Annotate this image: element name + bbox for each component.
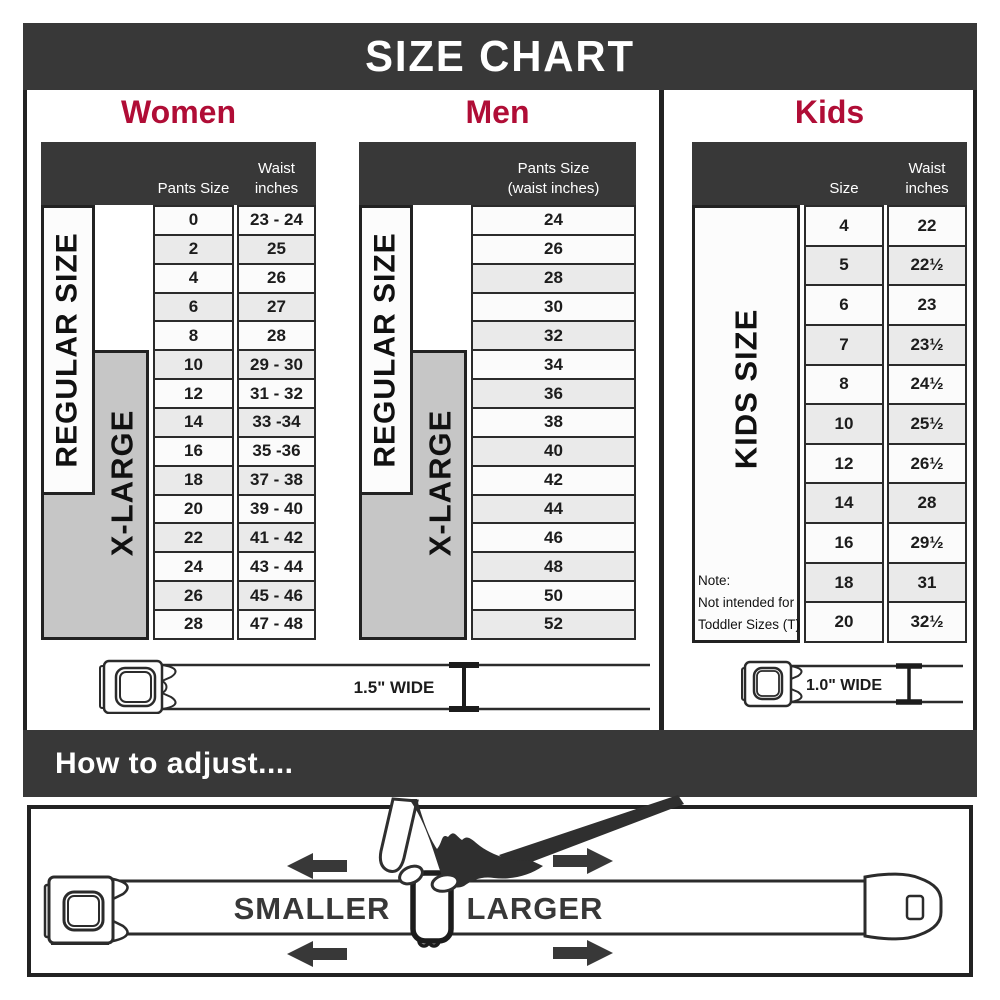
women-pants-size-header: Pants Size: [157, 179, 230, 197]
women-regular-size-band: REGULAR SIZE: [41, 205, 95, 495]
pants-size-cell: 52: [473, 611, 634, 638]
men-size-table: [359, 142, 636, 640]
kids-belt-width-label: 1.0" WIDE: [805, 677, 883, 694]
women-size-col: [153, 205, 234, 640]
adult-belt-illustration: [97, 656, 662, 714]
pants-size-cell: 26: [473, 236, 634, 265]
women-waist-header: Waist inches: [254, 160, 299, 197]
waist-cell: 45 - 46: [239, 582, 314, 611]
waist-cell: 22½: [889, 247, 965, 287]
waist-cell: 31: [889, 564, 965, 604]
pants-size-cell: 8: [155, 322, 232, 351]
size-cell: 10: [806, 405, 882, 445]
kids-size-table: [692, 142, 967, 643]
title-bar: [23, 23, 977, 90]
kids-heading: Kids: [794, 94, 865, 130]
women-xlarge-label-zone: X-LARGE: [104, 409, 139, 557]
size-cell: 16: [806, 524, 882, 564]
pants-size-cell: 12: [155, 380, 232, 409]
pants-size-cell: 46: [473, 524, 634, 553]
waist-cell: 25: [239, 236, 314, 265]
waist-cell: 31 - 32: [239, 380, 314, 409]
waist-cell: 43 - 44: [239, 553, 314, 582]
men-regular-size-band: REGULAR SIZE: [359, 205, 413, 495]
waist-cell: 22: [889, 207, 965, 247]
waist-cell: 39 - 40: [239, 496, 314, 525]
waist-cell: 25½: [889, 405, 965, 445]
pants-size-cell: 34: [473, 351, 634, 380]
waist-cell: 41 - 42: [239, 524, 314, 553]
waist-cell: 27: [239, 294, 314, 323]
waist-cell: 23½: [889, 326, 965, 366]
kids-side-labelbox: [692, 205, 800, 643]
pants-size-cell: 36: [473, 380, 634, 409]
size-cell: 6: [806, 286, 882, 326]
size-cell: 7: [806, 326, 882, 366]
pants-size-cell: 24: [473, 207, 634, 236]
arrow-right-bottom-icon: [553, 940, 613, 966]
size-cell: 18: [806, 564, 882, 604]
larger-label: LARGER: [466, 891, 604, 926]
size-cell: 20: [806, 603, 882, 641]
pants-size-cell: 22: [155, 524, 232, 553]
kids-size-label-zone: KIDS SIZE: [728, 308, 763, 470]
size-cell: 5: [806, 247, 882, 287]
waist-cell: 28: [889, 484, 965, 524]
women-side-labels: [41, 205, 149, 640]
size-cell: 12: [806, 445, 882, 485]
waist-cell: 33 -34: [239, 409, 314, 438]
pants-size-cell: 24: [155, 553, 232, 582]
chart-area: [23, 90, 977, 730]
men-side-labels: [359, 205, 467, 640]
women-size-table: [41, 142, 316, 640]
arrow-right-top-icon: [553, 848, 613, 874]
men-size-col: [471, 205, 636, 640]
smaller-label: SMALLER: [233, 891, 391, 926]
pants-size-cell: 2: [155, 236, 232, 265]
adjust-illustration: [31, 809, 969, 973]
kids-size-header: Size: [829, 179, 859, 197]
pants-size-cell: 40: [473, 438, 634, 467]
waist-cell: 29½: [889, 524, 965, 564]
pants-size-cell: 16: [155, 438, 232, 467]
pants-size-cell: 0: [155, 207, 232, 236]
kids-waist-col: [887, 205, 967, 643]
women-heading: Women: [121, 94, 236, 130]
pants-size-cell: 30: [473, 294, 634, 323]
how-to-adjust-bar: [23, 730, 977, 797]
waist-cell: 23 - 24: [239, 207, 314, 236]
kids-waist-header: Waist inches: [905, 160, 949, 197]
waist-cell: 29 - 30: [239, 351, 314, 380]
arrow-left-bottom-icon: [287, 941, 347, 967]
arrow-left-top-icon: [287, 853, 347, 879]
pants-size-cell: 28: [155, 611, 232, 638]
waist-cell: 35 -36: [239, 438, 314, 467]
women-table-header: [41, 142, 316, 205]
waist-cell: 32½: [889, 603, 965, 641]
size-cell: 8: [806, 366, 882, 406]
kids-size-col: [804, 205, 884, 643]
women-waist-col: [237, 205, 316, 640]
men-pants-size-header: Pants Size (waist inches): [507, 160, 600, 197]
adult-belt-width-label: 1.5" WIDE: [353, 678, 435, 697]
pants-size-cell: 14: [155, 409, 232, 438]
pants-size-cell: 18: [155, 467, 232, 496]
kids-table-header: [692, 142, 967, 205]
belt-tongue-icon: [865, 874, 941, 939]
pants-size-cell: 32: [473, 322, 634, 351]
waist-cell: 24½: [889, 366, 965, 406]
waist-cell: 47 - 48: [239, 611, 314, 638]
size-cell: 4: [806, 207, 882, 247]
pants-size-cell: 48: [473, 553, 634, 582]
pants-size-cell: 26: [155, 582, 232, 611]
men-xlarge-label-zone: X-LARGE: [422, 409, 457, 557]
size-cell: 14: [806, 484, 882, 524]
adjust-illustration-box: [27, 805, 973, 977]
pants-size-cell: 20: [155, 496, 232, 525]
pants-size-cell: 28: [473, 265, 634, 294]
how-to-adjust-heading: How to adjust....: [55, 746, 294, 780]
pants-size-cell: 44: [473, 496, 634, 525]
pants-size-cell: 4: [155, 265, 232, 294]
page-title: SIZE CHART: [365, 31, 635, 81]
waist-cell: 26: [239, 265, 314, 294]
waist-cell: 28: [239, 322, 314, 351]
men-heading: Men: [465, 94, 530, 130]
waist-cell: 37 - 38: [239, 467, 314, 496]
kids-note: Note: Not intended for Toddler Sizes (T): [698, 573, 801, 632]
pants-size-cell: 38: [473, 409, 634, 438]
pants-size-cell: 6: [155, 294, 232, 323]
kids-belt-illustration: [741, 658, 969, 710]
pants-size-cell: 42: [473, 467, 634, 496]
waist-cell: 23: [889, 286, 965, 326]
pants-size-cell: 10: [155, 351, 232, 380]
pants-size-cell: 50: [473, 582, 634, 611]
waist-cell: 26½: [889, 445, 965, 485]
section-divider: [659, 90, 664, 730]
men-table-header: [359, 142, 636, 205]
